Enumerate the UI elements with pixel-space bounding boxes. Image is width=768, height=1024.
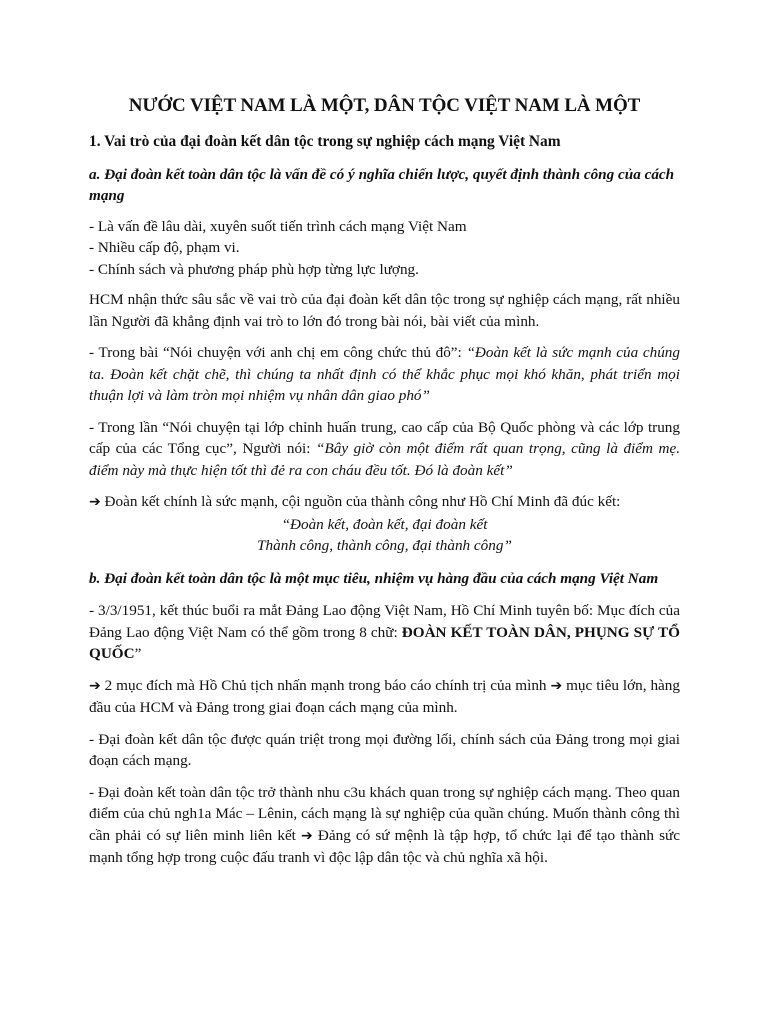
section-1a-heading: a. Đại đoàn kết toàn dân tộc là vấn đề có ý nghĩa chiến lược, quyết định thành công của cách mạng xyxy=(89,165,675,204)
paragraph-text: mục tiêu lớn, hàng đầu của HCM và Đảng trong giai đoạn cách mạng của mình. xyxy=(89,676,680,716)
conclusion-paragraph xyxy=(89,491,680,514)
paragraph-text: Đoàn kết chính là sức mạnh, cội nguồn của thành công như Hồ Chí Minh đã đúc kết: xyxy=(100,493,621,510)
arrow-right-icon: ➔ xyxy=(89,677,101,694)
paragraph: HCM nhận thức sâu sắc về vai trò của đại đoàn kết dân tộc trong sự nghiệp cách mạng, rất nhiều lần Người đã khẳng định vai trò to lớn đó trong bài nói, bài viết của mình. xyxy=(89,291,680,330)
paragraph-quote-ministry xyxy=(89,417,680,482)
paragraph-text: Đảng có sứ mệnh là tập hợp, tổ chức lại để tạo thành sức mạnh tổng hợp trong cuộc đấu tranh vì độc lập dân tộc và chủ nghĩa xã hội. xyxy=(89,826,680,866)
list-item: - Là vấn đề lâu dài, xuyên suốt tiến trình cách mạng Việt Nam xyxy=(89,217,467,235)
paragraph: - Đại đoàn kết dân tộc được quán triệt trong mọi đường lối, chính sách của Đảng trong mọi giai đoạn cách mạng. xyxy=(89,730,680,769)
section-1a-list xyxy=(89,216,680,281)
document-body xyxy=(89,93,680,879)
paragraph-goals xyxy=(89,675,680,719)
page-title: NƯỚC VIỆT NAM LÀ MỘT, DÂN TỘC VIỆT NAM LÀ MỘT xyxy=(128,95,641,116)
paragraph-party-launch xyxy=(89,600,680,665)
paragraph-quote-civil-servants xyxy=(89,342,680,407)
paragraph-text: - Trong bài “Nói chuyện với anh chị em công chức thủ đô”: xyxy=(89,344,467,361)
paragraph-text: - Đại đoàn kết toàn dân tộc trở thành nhu c3u khách quan trong sự nghiệp cách mạng. Theo quan điểm của chủ ngh1a Mác – Lênin, cách mạng là sự nghiệp của quần chúng. Muốn thành công thì cần phải có sự liên minh liên kết xyxy=(89,783,680,844)
arrow-right-icon: ➔ xyxy=(89,494,101,510)
section-1-heading: 1. Vai trò của đại đoàn kết dân tộc trong sự nghiệp cách mạng Việt Nam xyxy=(89,133,561,150)
list-item: - Chính sách và phương pháp phù hợp từng lực lượng. xyxy=(89,260,419,278)
quote-text: “Bây giờ còn một điểm rất quan trọng, cũng là điểm mẹ. điểm này mà thực hiện tốt thì đẻ ra con cháu đều tốt. Đó là đoàn kết” xyxy=(89,440,680,479)
bold-slogan: ĐOÀN KẾT TOÀN DÂN, PHỤNG SỰ TỔ QUỐC xyxy=(89,623,680,662)
paragraph-text: 2 mục đích mà Hồ Chủ tịch nhấn mạnh trong báo cáo chính trị của mình xyxy=(100,676,551,694)
centered-quote-line: Thành công, thành công, đại thành công” xyxy=(257,537,512,554)
paragraph-text: - 3/3/1951, kết thúc buổi ra mắt Đảng Lao động Việt Nam, Hồ Chí Minh tuyên bố: Mục đích của Đảng Lao động Việt Nam có thể gồm trong 8 chữ: xyxy=(89,602,680,641)
arrow-right-icon: ➔ xyxy=(301,827,313,844)
list-item: - Nhiều cấp độ, phạm vi. xyxy=(89,239,240,256)
section-1b-heading: b. Đại đoàn kết toàn dân tộc là một mục tiêu, nhiệm vụ hàng đầu của cách mạng Việt Nam xyxy=(89,569,659,587)
paragraph-text: ” xyxy=(134,645,142,662)
arrow-right-icon: ➔ xyxy=(550,677,563,694)
paragraph-text: - Trong lần “Nói chuyện tại lớp chỉnh huấn trung, cao cấp của Bộ Quốc phòng và các lớp trung cấp của các Tổng cục”, Người nói: xyxy=(89,418,680,457)
centered-quote-line: “Đoàn kết, đoàn kết, đại đoàn kết xyxy=(281,515,488,533)
quote-text: “Đoàn kết là sức mạnh của chúng ta. Đoàn kết chặt chẽ, thì chúng ta nhất định có thể khắc phục mọi khó khăn, phát triển mọi thuận lợi và làm tròn mọi nhiệm vụ nhân dân giao phó” xyxy=(89,344,680,404)
paragraph-objective-need xyxy=(89,782,680,869)
